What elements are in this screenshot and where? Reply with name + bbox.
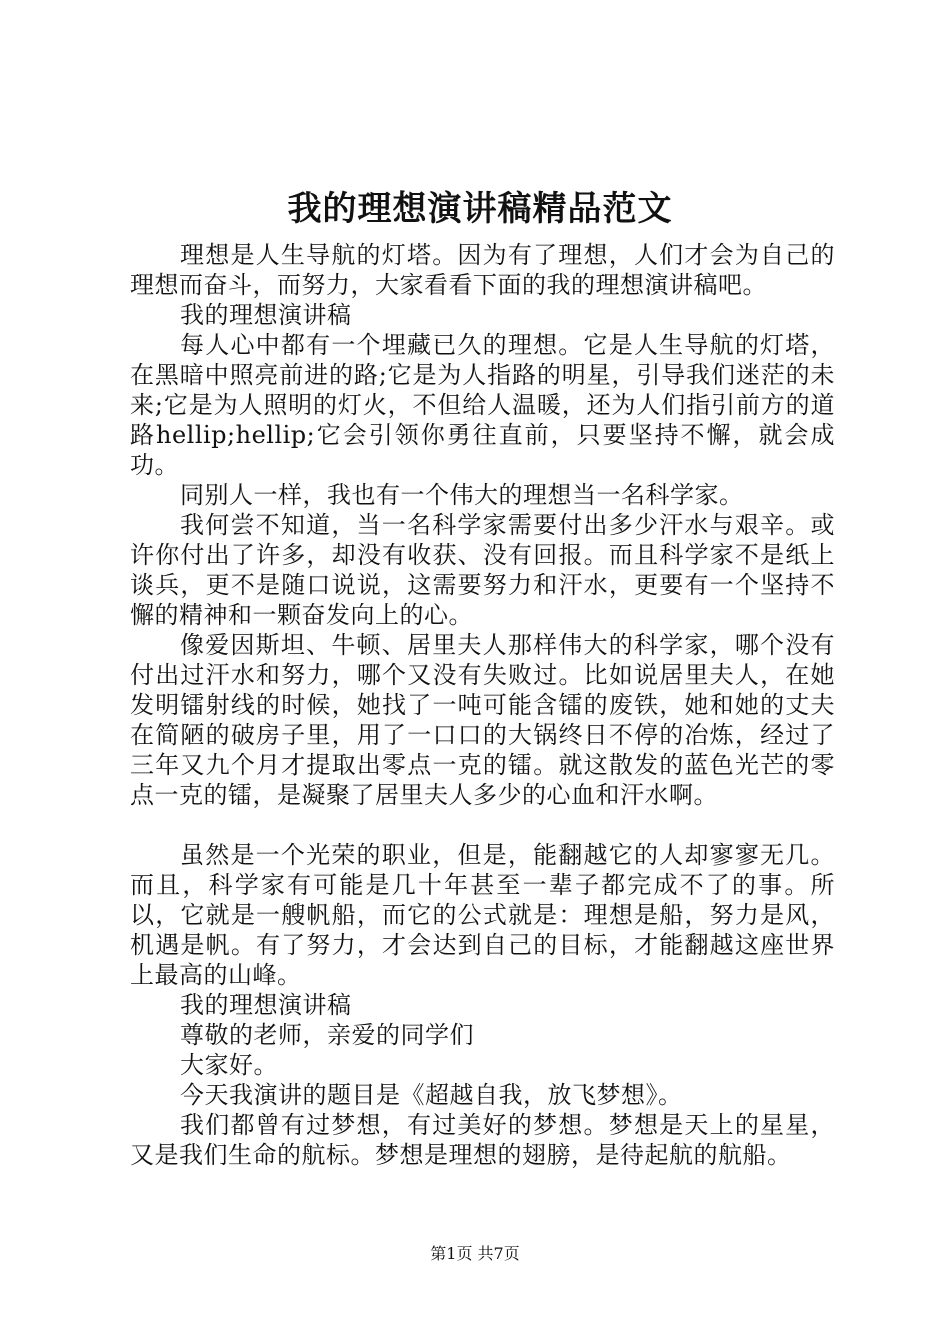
document-body <box>130 240 835 1170</box>
paragraph-intro: 理想是人生导航的灯塔。因为有了理想，人们才会为自己的理想而奋斗，而努力，大家看看下面的我的理想演讲稿吧。 <box>130 241 835 299</box>
paragraph-salutation: 尊敬的老师，亲爱的同学们 <box>180 1021 474 1049</box>
paragraph-subheading-2: 我的理想演讲稿 <box>180 991 352 1019</box>
paragraph-scientist-dream: 同别人一样，我也有一个伟大的理想当一名科学家。 <box>180 481 744 509</box>
paragraph-dreams: 我们都曾有过梦想，有过美好的梦想。梦想是天上的星星，又是我们生命的航标。梦想是理想的翅膀，是待起航的航船。 <box>130 1111 835 1169</box>
paragraph-greeting: 大家好。 <box>180 1051 278 1079</box>
paragraph-curie: 像爱因斯坦、牛顿、居里夫人那样伟大的科学家，哪个没有付出过汗水和努力，哪个又没有失败过。比如说居里夫人，在她发明镭射线的时候，她找了一吨可能含镭的废铁，她和她的丈夫在简陋的破房子里，用了一口口的大锅终日不停的冶炼，经过了三年又九个月才提取出零点一克的镭。就这散发的蓝色光芒的零点一克的镭，是凝聚了居里夫人多少的心血和汗水啊。 <box>130 631 835 809</box>
page-number-footer: 第1页 共7页 <box>430 1244 520 1263</box>
document-title: 我的理想演讲稿精品范文 <box>287 189 673 229</box>
paragraph-lighthouse: 每人心中都有一个埋藏已久的理想。它是人生导航的灯塔，在黑暗中照亮前进的路;它是为人指路的明星，引导我们迷茫的未来;它是为人照明的灯火，不但给人温暖，还为人们指引前方的道路hellip;hellip;它会引领你勇往直前，只要坚持不懈，就会成功。 <box>130 331 835 479</box>
paragraph-topic: 今天我演讲的题目是《超越自我，放飞梦想》。 <box>180 1081 683 1109</box>
paragraph-sailboat: 虽然是一个光荣的职业，但是，能翻越它的人却寥寥无几。而且，科学家有可能是几十年甚至一辈子都完成不了的事。所以，它就是一艘帆船，而它的公式就是：理想是船，努力是风，机遇是帆。有了努力，才会达到自己的目标，才能翻越这座世界上最高的山峰。 <box>130 841 835 989</box>
paragraph-subheading-1: 我的理想演讲稿 <box>180 301 352 329</box>
paragraph-hardship: 我何尝不知道，当一名科学家需要付出多少汗水与艰辛。或许你付出了许多，却没有收获、没有回报。而且科学家不是纸上谈兵，更不是随口说说，这需要努力和汗水，更要有一个坚持不懈的精神和一颗奋发向上的心。 <box>130 511 835 629</box>
